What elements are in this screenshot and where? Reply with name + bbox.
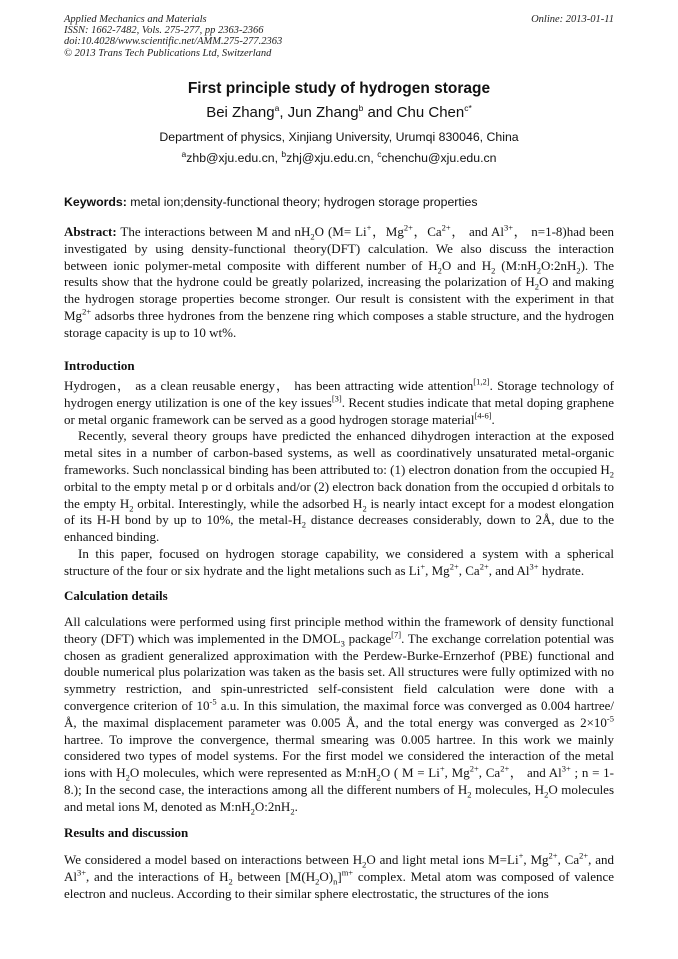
text-run: , Ca: [557, 852, 580, 867]
subscript: 2: [544, 789, 549, 800]
text-run: All calculations were performed using first principle method within the framework of density functional theory (DFT) which was implemented in the DMOL: [64, 614, 614, 646]
text-run: .: [294, 798, 298, 814]
citation[interactable]: [3]: [331, 393, 342, 404]
author-separator: ,: [279, 104, 288, 121]
text-run: In this paper, focused on hydrogen storage capability, we considered a system with a spherical structure of the four or six hydrate and the light metalions such as Li: [64, 545, 614, 578]
subscript: 2: [376, 772, 381, 783]
journal-name: Applied Mechanics and Materials: [64, 14, 207, 25]
text-run: .: [491, 411, 495, 427]
subscript: 2: [609, 469, 614, 480]
subscript: 2: [534, 281, 540, 292]
affiliation: Department of physics, Xinjiang University, Urumqi 830046, China: [159, 130, 519, 144]
email-mark: a: [181, 148, 187, 159]
author-emails: [0, 148, 678, 165]
abstract-paragraph: [64, 224, 614, 342]
text-run: The interactions between M and nH: [116, 224, 311, 239]
text-run: O (M= Li: [314, 224, 367, 239]
text-run: ， and Al: [509, 765, 562, 781]
superscript: 3+: [77, 867, 87, 878]
superscript: 2+: [500, 763, 510, 774]
subscript: 2: [437, 265, 442, 276]
paper-title: First principle study of hydrogen storage: [187, 80, 491, 97]
subscript: 2: [228, 876, 233, 887]
superscript: 2+: [82, 306, 92, 317]
author-separator: and: [363, 104, 397, 121]
superscript: -5: [606, 713, 614, 724]
section-heading-results: Results and discussion: [64, 825, 189, 840]
text-run: Recently, several theory groups have predicted the enhanced dihydrogen interaction at the exposed metal sites in a number of carbon-based systems, as well as coordinatively unsaturated metal-organic frameworks. Such nonclassical binding has been attributed to: (1) electron donation from the occupied H: [64, 428, 614, 477]
subscript: 2: [467, 789, 472, 800]
superscript: +: [366, 222, 372, 233]
subscript: 2: [301, 519, 306, 530]
text-run: O and H: [441, 257, 492, 273]
superscript: 3+: [503, 222, 513, 233]
text-run: molecules, H: [471, 781, 545, 797]
keywords-text: metal ion;density-functional theory; hydrogen storage properties: [126, 195, 478, 209]
superscript: 2+: [548, 850, 558, 861]
keywords: [64, 195, 614, 209]
text-run: ， and Al: [450, 224, 504, 239]
text-run: , and Al: [64, 852, 615, 884]
superscript: 2+: [469, 763, 479, 774]
calc-paragraph: [64, 614, 614, 816]
superscript: +: [439, 763, 445, 774]
text-run: Hydrogen， as a clean reusable energy， has been attracting wide attention: [64, 378, 474, 393]
text-run: O:2nH: [540, 257, 577, 273]
journal-header: [64, 14, 282, 59]
text-run: O molecules, which were represented as M:nH: [129, 765, 377, 781]
section-heading-calculation: Calculation details: [64, 588, 168, 603]
text-run: complex. Metal atom was composed of valence electron and nucleus. According to their similar sphere electrostatic, the structures of the ions: [64, 868, 615, 901]
text-run: , Ca: [478, 765, 501, 781]
email-link[interactable]: zhj@xju.edu.cn,: [286, 151, 378, 165]
subscript: 2: [362, 859, 367, 870]
email-link[interactable]: chenchu@xju.edu.cn: [381, 151, 497, 165]
subscript: 2: [129, 503, 134, 514]
text-run: ). The results show that the hydrone could be greatly polarized, increasing the polarization of H: [64, 257, 615, 290]
subscript: 2: [125, 772, 130, 783]
calculation-body: [64, 614, 614, 816]
email-mark: b: [281, 148, 287, 159]
keywords-label: Keywords:: [64, 195, 127, 209]
journal-copyright: © 2013 Trans Tech Publications Ltd, Switzerland: [64, 47, 272, 59]
author-affil-mark: b: [358, 103, 364, 113]
superscript: +: [420, 561, 426, 572]
subscript: 2: [250, 806, 255, 817]
text-run: , Mg: [523, 852, 549, 867]
author-name: Jun Zhang: [287, 104, 359, 121]
email-link[interactable]: zhb@xju.edu.cn,: [186, 151, 282, 165]
intro-paragraph-2: [64, 428, 614, 546]
subscript: 2: [310, 231, 315, 242]
subscript: n: [333, 876, 338, 887]
journal-issn: ISSN: 1662-7482, Vols. 275-277, pp 2363-2366: [64, 25, 264, 37]
text-run: (M:nH: [495, 257, 537, 273]
superscript: 2+: [579, 850, 589, 861]
results-body: [64, 852, 614, 902]
introduction-body: [64, 378, 614, 580]
text-run: , Mg: [425, 562, 450, 578]
superscript: m+: [341, 867, 354, 878]
abstract-label: Abstract:: [64, 224, 117, 239]
text-run: , Ca: [458, 562, 480, 578]
author-name: Bei Zhang: [206, 104, 275, 121]
text-run: O): [319, 868, 334, 884]
text-run: , and Al: [488, 562, 530, 578]
text-run: distance decreases considerably, down to 2Å, due to the enhanced binding.: [64, 512, 614, 545]
text-run: , and the interactions of H: [86, 868, 229, 884]
superscript: -5: [209, 696, 217, 707]
citation[interactable]: [4-6]: [474, 410, 492, 421]
text-run: ，Mg: [371, 224, 404, 239]
text-run: orbital. Interestingly, while the adsorbed H: [133, 495, 363, 511]
text-run: adsorbs three hydrones from the benzene ring which composes a stable structure, and the hydrogen storage capacity is up to 10 wt%.: [64, 307, 614, 340]
text-run: is nearly intact except for a modest elongation of its H-H bond by up to 10%, the metal-H: [64, 495, 615, 528]
text-run: hydrate.: [538, 562, 585, 578]
author-affil-mark: a: [274, 103, 280, 113]
subscript: 2: [536, 265, 541, 276]
text-run: . Storage technology of hydrogen energy utilization is one of the key issues: [64, 378, 614, 410]
subscript: 3: [340, 638, 345, 649]
text-run: O ( M = Li: [380, 765, 440, 781]
subscript: 2: [290, 806, 295, 817]
email-mark: c: [377, 148, 382, 159]
results-paragraph: [64, 852, 614, 902]
online-date: Online: 2013-01-11: [531, 14, 614, 25]
text-run: . The exchange correlation potential was chosen as gradient generalized approximation with the Perdew-Burke-Ernzerhof (PBE) functional and double numerical plus polarization was taken as the basis set. All structures were fully optimized with no symmetry restriction, and spin-unrestricted self-consistent field calculation were done with a convergence criterion of 10: [64, 630, 614, 713]
text-run: ]: [337, 868, 342, 884]
section-heading-introduction: Introduction: [64, 358, 135, 373]
intro-paragraph-1: [64, 378, 614, 428]
text-run: O:2nH: [254, 798, 291, 814]
superscript: 2+: [449, 561, 459, 572]
citation[interactable]: [7]: [391, 629, 402, 640]
superscript: 3+: [561, 763, 571, 774]
text-run: We considered a model based on interactions between H: [64, 852, 363, 867]
subscript: 2: [315, 876, 320, 887]
intro-paragraph-3: [64, 546, 614, 580]
superscript: 2+: [479, 561, 489, 572]
text-run: O and light metal ions M=Li: [366, 852, 519, 867]
text-run: O molecules and metal ions M, denoted as M:nH: [64, 781, 615, 814]
subscript: 2: [491, 265, 496, 276]
subscript: 2: [362, 503, 367, 514]
author-list: [0, 104, 678, 121]
text-run: ， n=1-8)had been investigated by using density-functional theory(DFT) calculation. We also discuss the interaction between ionic polymer-metal composite with different number of H: [64, 224, 614, 273]
superscript: 2+: [403, 222, 413, 233]
text-run: between [M(H: [232, 868, 316, 884]
citation[interactable]: [1,2]: [473, 376, 490, 387]
author-name: Chu Chen: [396, 104, 465, 121]
text-run: . Recent studies indicate that metal doping graphene or metal organic framework can be served as a good hydrogen storage material: [64, 394, 614, 427]
text-run: O and making the hydrogen storage properties become stronger. Our result is consistent with the experiment in that Mg: [64, 274, 615, 323]
subscript: 2: [576, 265, 581, 276]
text-run: orbital to the empty metal p or d orbitals and/or (2) electron back donation from the occupied d orbitals to the empty H: [64, 478, 614, 511]
text-run: ，Ca: [412, 224, 442, 239]
text-run: ; n = 1-8.); In the second case, the interactions among all the different numbers of H: [64, 765, 614, 797]
text-run: package: [344, 630, 392, 646]
text-run: hartree. To improve the convergence, thermal smearing was 0.005 hartree. In this work we mainly considered two types of model systems. For the first model we considered the interaction of the metal ions with H: [64, 731, 614, 781]
superscript: 2+: [441, 222, 451, 233]
superscript: 3+: [529, 561, 539, 572]
text-run: a.u. In this simulation, the maximal force was converged as 0.004 hartree/Å, the maximal displacement parameter was 0.005 Å, and the total energy was converged as 2×10: [64, 697, 614, 730]
author-affil-mark: c*: [464, 103, 472, 113]
text-run: , Mg: [444, 765, 470, 781]
journal-doi[interactable]: doi:10.4028/www.scientific.net/AMM.275-277.2363: [64, 36, 283, 48]
superscript: +: [518, 850, 524, 861]
abstract: [64, 224, 614, 342]
